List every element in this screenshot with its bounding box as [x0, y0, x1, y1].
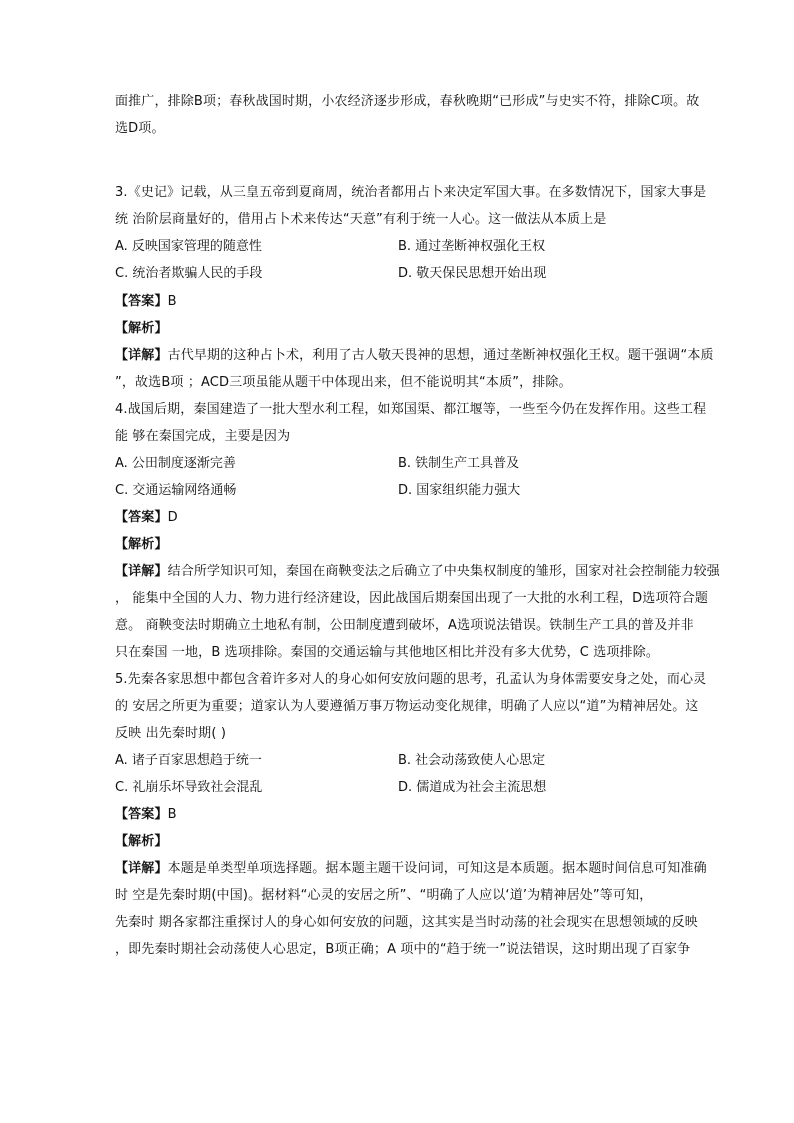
question-4-option-d: D. 国家组织能力强大 — [398, 483, 521, 498]
question-4-option-c: C. 交通运输网络通畅 — [115, 483, 237, 498]
detail-text: 本题是单类型单项选择题。据本题主题干设问词，可知这是本质题。据本题时间信息可知准确 — [167, 861, 707, 876]
question-3-stem: 统 治阶层商量好的，借用占卜术来传达“天意”有利于统一人心。这一做法从本质上是 — [115, 212, 607, 227]
question-5-detail: 时 空是先秦时期(中国)。据材料“心灵的安居之所”、“明确了人应以‘道’为精神居处”等可知， — [115, 888, 653, 903]
answer-value: D — [167, 510, 178, 525]
question-5-detail — [115, 860, 707, 878]
question-4-option-a: A. 公田制度逐渐完善 — [115, 456, 236, 471]
question-3-option-c: C. 统治者欺骗人民的手段 — [115, 266, 263, 281]
question-3-detail — [115, 347, 714, 365]
question-4-detail — [115, 563, 720, 581]
question-4-option-b: B. 铁制生产工具普及 — [398, 456, 520, 471]
detail-text: 结合所学知识可知，秦国在商鞅变法之后确立了中央集权制度的雏形，国家对社会控制能力较强 — [167, 564, 720, 579]
question-5-option-d: D. 儒道成为社会主流思想 — [398, 780, 547, 795]
question-5-option-b: B. 社会动荡致使人心思定 — [398, 753, 546, 768]
question-3-answer — [115, 293, 695, 311]
question-4-stem: 4.战国后期，秦国建造了一批大型水利工程，如郑国渠、都江堰等，一些至今仍在发挥作用。这些工程 — [115, 402, 707, 417]
question-4-detail: ， 能集中全国的人力、物力进行经济建设，因此战国后期秦国出现了一大批的水利工程，D选项符合题 — [115, 591, 709, 606]
detail-text: 古代早期的这种占卜术，利用了古人敬天畏神的思想，通过垄断神权强化王权。题干强调“本质 — [167, 348, 714, 363]
question-5-stem: 的 安居之所更为重要；道家认为人要遵循万事万物运动变化规律，明确了人应以“道”为精神居处。这 — [115, 699, 699, 714]
intro-line: 选D项。 — [115, 121, 165, 136]
detail-label: 【详解】 — [115, 861, 168, 876]
question-3-option-a: A. 反映国家管理的随意性 — [115, 239, 262, 254]
question-3-analysis-label: 【解析】 — [115, 321, 168, 336]
question-4-answer — [115, 509, 695, 527]
answer-label: 【答案】 — [115, 294, 168, 309]
answer-label: 【答案】 — [115, 510, 168, 525]
detail-label: 【详解】 — [115, 348, 168, 363]
intro-line: 面推广，排除B项；春秋战国时期，小农经济逐步形成，春秋晚期“已形成”与史实不符，排除C项。故 — [115, 94, 700, 109]
question-3-option-b: B. 通过垄断神权强化王权 — [398, 239, 546, 254]
question-3-detail: ”，故选B项 ；ACD三项虽能从题干中体现出来，但不能说明其“本质”，排除。 — [115, 375, 572, 390]
answer-value: B — [167, 294, 177, 309]
question-5-answer — [115, 806, 695, 824]
question-5-option-c: C. 礼崩乐坏导致社会混乱 — [115, 780, 263, 795]
answer-label: 【答案】 — [115, 807, 168, 822]
question-5-stem: 5.先秦各家思想中都包含着许多对人的身心如何安放问题的思考，孔孟认为身体需要安身之处，而心灵 — [115, 672, 707, 687]
question-4-stem: 能 够在秦国完成，主要是因为 — [115, 429, 291, 444]
question-5-stem: 反映 出先秦时期( ) — [115, 726, 227, 741]
question-4-detail: 意。 商鞅变法时期确立土地私有制，公田制度遭到破坏，A选项说法错误。铁制生产工具的普及并非 — [115, 618, 694, 633]
answer-value: B — [167, 807, 177, 822]
detail-label: 【详解】 — [115, 564, 168, 579]
question-3-option-d: D. 敬天保民思想开始出现 — [398, 266, 547, 281]
question-4-analysis-label: 【解析】 — [115, 537, 168, 552]
question-5-detail: ，即先秦时期社会动荡使人心思定，B项正确；A 项中的“趋于统一”说法错误，这时期出现了百家争 — [115, 942, 691, 957]
question-5-detail: 先秦时 期各家都注重探讨人的身心如何安放的问题，这其实是当时动荡的社会现实在思想领域的反映 — [115, 915, 698, 930]
question-3-stem: 3.《史记》记载，从三皇五帝到夏商周，统治者都用占卜来决定军国大事。在多数情况下，国家大事是 — [115, 185, 707, 200]
question-5-analysis-label: 【解析】 — [115, 834, 168, 849]
question-5-option-a: A. 诸子百家思想趋于统一 — [115, 753, 262, 768]
question-4-detail: 只在秦国 一地，B 选项排除。秦国的交通运输与其他地区相比并没有多大优势，C 选项排除。 — [115, 645, 659, 660]
